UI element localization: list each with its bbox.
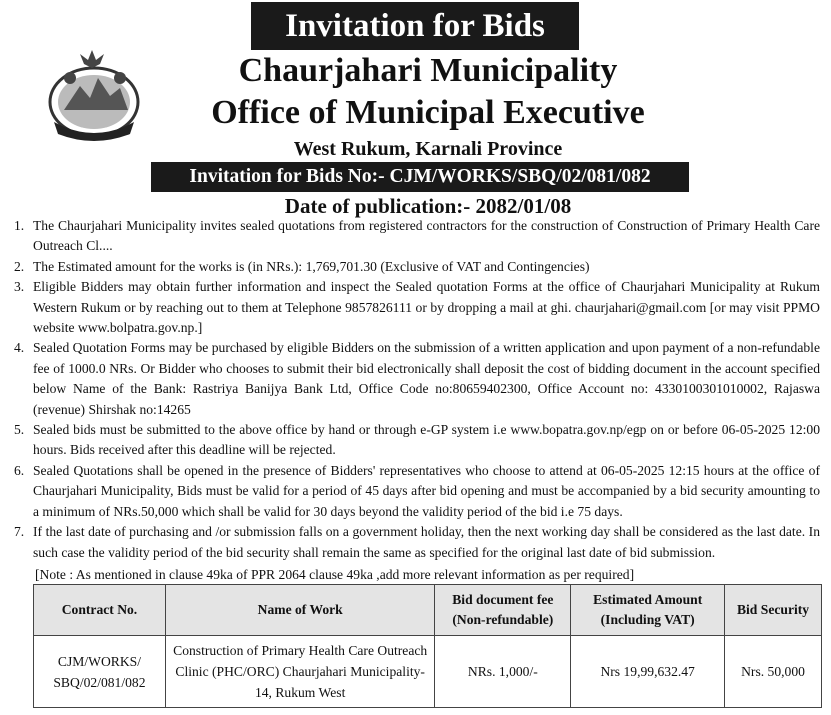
- header-bid-fee: Bid document fee (Non-refundable): [435, 585, 571, 636]
- cell-name-of-work: Construction of Primary Health Care Outreach Clinic (PHC/ORC) Chaurjahari Municipality-14, Rukum West: [165, 636, 435, 708]
- clause-item: [6, 277, 820, 338]
- clause-text: Sealed Quotations shall be opened in the presence of Bidders' representatives who choose to attend at 06-05-2025 12:15 hours at the office of Chaurjahari Municipality, Bids must be valid for a period of 45 days after bid opening and must be accompanied by a bid security amounting to a minimum of NRs.50,000 which shall be valid for 30 days beyond the validity period of the bid i.e 75 days.: [33, 462, 820, 519]
- clause-number: 7.: [14, 524, 25, 540]
- clause-item: [6, 338, 820, 420]
- clause-text: Sealed Quotation Forms may be purchased by eligible Bidders on the submission of a written application and upon payment of a non-refundable fee of 1000.0 NRs. Or Bidder who chooses to submit their bid electronically shall deposit the cost of bidding document in the account specified below Name of the Bank: Rastriya Banijya Bank Ltd, Office Code no:80659402300, Office Account no: 4330100301010002, Rajaswa (revenue) Shirshak no:14265: [33, 340, 820, 417]
- clause-item: [6, 420, 820, 461]
- clause-text: If the last date of purchasing and /or submission falls on a government holiday, then the next working day shall be considered as the last date. In such case the validity period of the bid security shall remain the same as specified for the original last date of bid submission.: [33, 524, 820, 560]
- title-banner: Invitation for Bids: [251, 2, 579, 50]
- clause-number: 4.: [14, 340, 25, 356]
- organization-name: [150, 50, 706, 134]
- clause-item: [6, 216, 820, 257]
- clause-number: 6.: [14, 462, 25, 478]
- clause-number: 3.: [14, 279, 25, 295]
- org-line-2: Office of Municipal Executive: [211, 94, 645, 131]
- clause-text: The Chaurjahari Municipality invites sealed quotations from registered contractors for the construction of Construction of Primary Health Care Outreach Cl....: [33, 218, 820, 254]
- header-bid-security: Bid Security: [725, 585, 822, 636]
- clause-text: Sealed bids must be submitted to the above office by hand or through e-GP system i.e www.bopatra.gov.np/egp on or before 06-05-2025 12:00 hours. Bids received after this deadline will be rejected.: [33, 422, 820, 458]
- bid-number-banner: Invitation for Bids No:- CJM/WORKS/SBQ/02/081/082: [151, 162, 689, 192]
- clause-text: Eligible Bidders may obtain further information and inspect the Sealed quotation Forms at the office of Chaurjahari Municipality at Rukum Western Rukum or by reaching out to them at Telephone 9857826111 or by dropping a mail at ghi. chaurjahari@gmail.com [or may visit PPMO website www.bolpatra.gov.np.]: [33, 279, 820, 336]
- org-line-1: Chaurjahari Municipality: [238, 52, 618, 89]
- cell-estimated-amount: Nrs 19,99,632.47: [571, 636, 725, 708]
- cell-bid-security: Nrs. 50,000: [725, 636, 822, 708]
- header-contract-no: Contract No.: [34, 585, 166, 636]
- header-estimated-amount: Estimated Amount (Including VAT): [571, 585, 725, 636]
- clause-item: [6, 257, 820, 277]
- clause-number: 2.: [14, 258, 25, 274]
- clause-number: 5.: [14, 422, 25, 438]
- location: West Rukum, Karnali Province: [293, 138, 563, 160]
- publication-date: Date of publication:- 2082/01/08: [284, 194, 572, 218]
- cell-contract-no: CJM/WORKS/ SBQ/02/081/082: [34, 636, 166, 708]
- clause-list: [6, 216, 820, 563]
- table-row: [34, 636, 822, 708]
- clause-number: 1.: [14, 218, 25, 233]
- table-header-row: [34, 585, 822, 636]
- nepal-emblem-icon: [40, 48, 148, 142]
- cell-bid-fee: NRs. 1,000/-: [435, 636, 571, 708]
- note: [Note : As mentioned in clause 49ka of PPR 2064 clause 49ka ,add more relevant information as per required]: [35, 567, 635, 582]
- bid-table: [33, 584, 822, 708]
- clause-text: The Estimated amount for the works is (in NRs.): 1,769,701.30 (Exclusive of VAT and Contingencies): [33, 258, 590, 274]
- clause-item: [6, 522, 820, 563]
- header-name-of-work: Name of Work: [165, 585, 435, 636]
- clause-item: [6, 461, 820, 522]
